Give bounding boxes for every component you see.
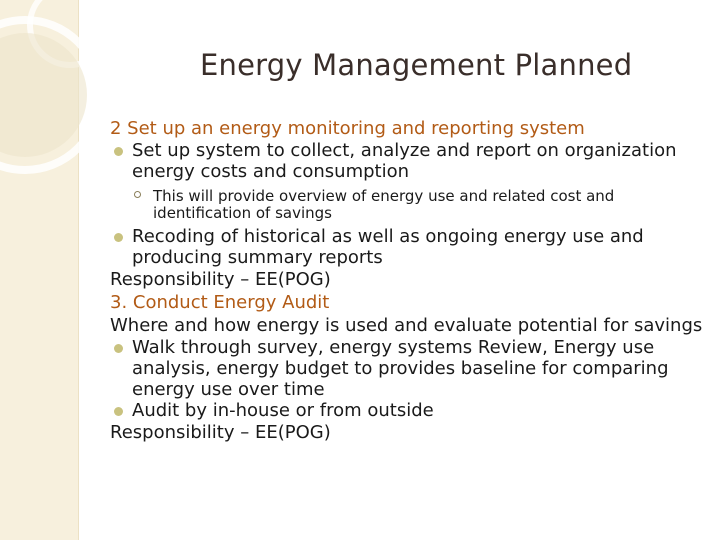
bullet-text: Set up system to collect, analyze and report on organization (132, 140, 677, 161)
bullet-item (110, 140, 710, 182)
bullet-text: energy use over time (132, 379, 325, 400)
bullet-dot-icon (114, 407, 123, 416)
sub-bullet-ring-icon (134, 191, 141, 198)
bullet-text: producing summary reports (132, 247, 383, 268)
bullet-item (110, 337, 710, 400)
bullet-text: energy costs and consumption (132, 161, 410, 182)
bullet-dot-icon (114, 233, 123, 242)
section-heading: 3. Conduct Energy Audit (110, 292, 330, 313)
section-heading: 2 Set up an energy monitoring and reporting system (110, 118, 585, 139)
bullet-text: analysis, energy budget to provides baseline for comparing (132, 358, 669, 379)
statement-line: Where and how energy is used and evaluate potential for savings (110, 315, 703, 336)
bullet-text: Walk through survey, energy systems Review, Energy use (132, 337, 655, 358)
bullet-dot-icon (114, 344, 123, 353)
sub-bullet-text: identification of savings (153, 204, 332, 222)
deco-disc (0, 33, 87, 157)
bullet-text: Recoding of historical as well as ongoing energy use and (132, 226, 644, 247)
bullet-dot-icon (114, 147, 123, 156)
responsibility-line: Responsibility – EE(POG) (110, 422, 331, 443)
bullet-text: Audit by in-house or from outside (132, 400, 434, 421)
bullet-item (110, 226, 710, 268)
sub-bullet-text: This will provide overview of energy use and related cost and (153, 187, 615, 205)
sub-bullet-item (110, 188, 710, 222)
bullet-item (110, 400, 710, 421)
responsibility-line: Responsibility – EE(POG) (110, 269, 331, 290)
slide-title: Energy Management Planned (200, 48, 633, 82)
slide-body (110, 117, 710, 444)
